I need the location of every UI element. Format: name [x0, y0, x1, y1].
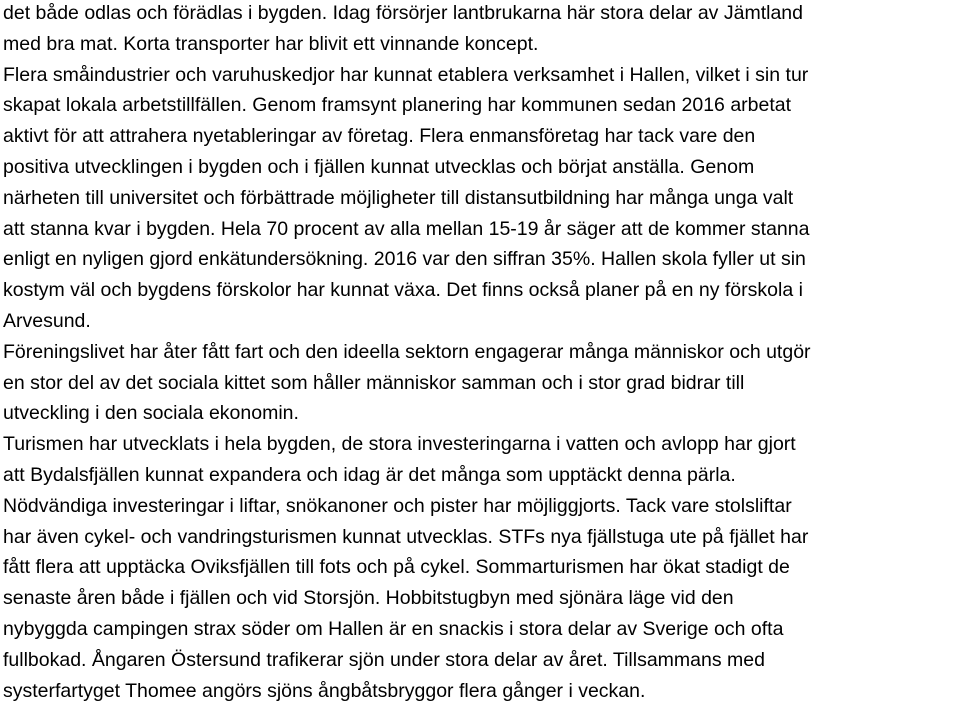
- text-line: positiva utvecklingen i bygden och i fjällen kunnat utvecklas och börjat anställa. Genom: [3, 155, 755, 178]
- text-line: utveckling i den sociala ekonomin.: [3, 402, 299, 425]
- text-line: skapat lokala arbetstillfällen. Genom framsynt planering har kommunen sedan 2016 arbetat: [3, 94, 792, 117]
- text-line: det både odlas och förädlas i bygden. Idag försörjer lantbrukarna här stora delar av Jämtland: [3, 2, 803, 24]
- paragraph-agriculture: [3, 0, 958, 60]
- text-line: aktivt för att attrahera nyetableringar av företag. Flera enmansföretag har tack vare den: [3, 125, 756, 148]
- text-line: Nödvändiga investeringar i liftar, snökanoner och pister har möjliggjorts. Tack vare stolsliftar: [3, 494, 792, 517]
- text-line: systerfartyget Thomee angörs sjöns ångbåtsbryggor flera gånger i veckan.: [3, 679, 646, 702]
- text-line: har även cykel- och vandringsturismen kunnat utvecklas. STFs nya fjällstuga ute på fjället har: [3, 525, 809, 548]
- text-line: kostym väl och bygdens förskolor har kunnat växa. Det finns också planer på en ny förskola i: [3, 279, 803, 302]
- text-line: Turismen har utvecklats i hela bygden, de stora investeringarna i vatten och avlopp har gjort: [3, 433, 796, 456]
- text-line: en stor del av det sociala kittet som håller människor samman och i stor grad bidrar till: [3, 371, 745, 394]
- text-line: fått flera att upptäcka Oviksfjällen till fots och på cykel. Sommarturismen har ökat stadigt de: [3, 556, 790, 579]
- text-line: närheten till universitet och förbättrade möjligheter till distansutbildning har många unga valt: [3, 186, 794, 209]
- text-line: med bra mat. Korta transporter har blivit ett vinnande koncept.: [3, 32, 539, 55]
- text-line: fullbokad. Ångaren Östersund trafikerar sjön under stora delar av året. Tillsammans med: [3, 648, 765, 671]
- document-body: [3, 0, 958, 706]
- text-line: att stanna kvar i bygden. Hela 70 procent av alla mellan 15-19 år säger att de kommer stanna: [3, 217, 810, 240]
- paragraph-industry: [3, 60, 958, 337]
- text-line: enligt en nyligen gjord enkätundersökning. 2016 var den siffran 35%. Hallen skola fyller ut sin: [3, 248, 806, 271]
- paragraph-associations: [3, 337, 958, 429]
- paragraph-tourism: [3, 429, 958, 706]
- text-line: att Bydalsfjällen kunnat expandera och idag är det många som upptäckt denna pärla.: [3, 463, 736, 486]
- text-line: Arvesund.: [3, 309, 91, 332]
- text-line: senaste åren både i fjällen och vid Storsjön. Hobbitstugbyn med sjönära läge vid den: [3, 587, 734, 610]
- text-line: Föreningslivet har åter fått fart och den ideella sektorn engagerar många människor och utgör: [3, 340, 811, 363]
- text-line: Flera småindustrier och varuhuskedjor har kunnat etablera verksamhet i Hallen, vilket i sin tur: [3, 63, 809, 86]
- text-line: nybyggda campingen strax söder om Hallen är en snackis i stora delar av Sverige och ofta: [3, 617, 784, 640]
